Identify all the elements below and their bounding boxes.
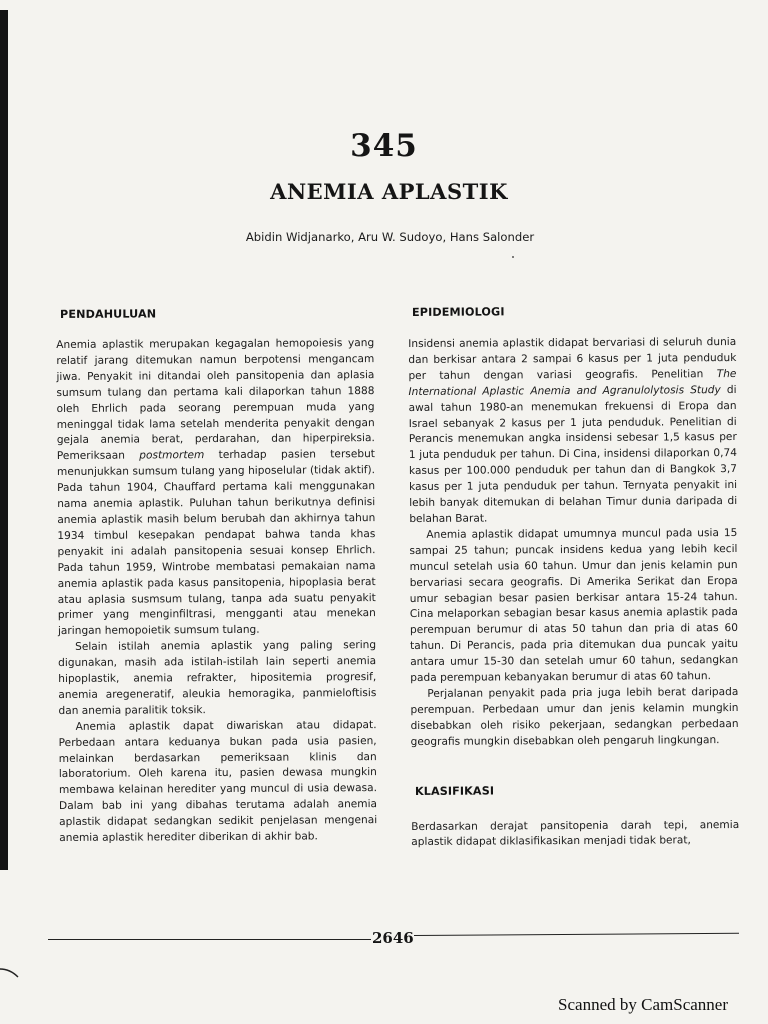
text-line: hipoplastik, anemia refrakter, hipositemia progresif, [58, 671, 377, 686]
page-corner-curl-mark [0, 963, 24, 983]
paragraph [58, 638, 376, 719]
text-line: membawa kelainan herediter yang muncul di usia [58, 782, 330, 797]
text-line: pertama kali menggunakan nama anemia aplastik. [57, 480, 376, 511]
text-line: Berdasarkan derajat pansitopenia darah tepi, anemia [411, 818, 740, 833]
text-line: melainkan berdasarkan pemeriksaan klinis dan [58, 750, 377, 765]
text-line: Anemia aplastik dapat diwariskan atau didapat. [75, 718, 377, 733]
text-line: kesepakan pendapat bahwa tanda khas penyakit ini [57, 527, 376, 558]
text-line: anemia aplastik didapat sedangkan sedikit penjelasan [59, 798, 378, 829]
paragraph [56, 336, 376, 640]
text-line: laboratorium. Oleh karena itu, pasien dewasa mungkin [58, 766, 377, 781]
section-heading-klasifikasi: KLASIFIKASI [414, 784, 495, 798]
text-line: kecil muncul setelah usia 60 tahun. Umur dan jenis kelamin [409, 542, 738, 573]
text-line: tahun 1888 oleh Ehrlich pada seorang perempuan [56, 384, 375, 415]
text-line: mengancam jiwa. Penyakit ini ditandai oleh pansitopenia [56, 352, 375, 383]
text-line: penduduk per tahun dengan variasi geografis. Penelitian [408, 351, 737, 382]
speck [512, 256, 514, 258]
text-line: Perbedaan antara keduanya bukan pada usia pasien, [58, 734, 377, 749]
text-line: Anemia aplastik merupakan kegagalan hemopoiesis [56, 337, 343, 351]
text-line: Ternyata penyakit ini lebih banyak ditemukan di belahan [409, 479, 738, 510]
klasifikasi-body [411, 818, 739, 852]
text-line: dan anemia paralitik toksik. [58, 703, 206, 717]
epidemiologi-body [408, 335, 739, 751]
chapter-title: ANEMIA APLASTIK [270, 179, 508, 204]
text-line: pasien tersebut menunjukkan sumsum tulang yang [56, 448, 375, 479]
paragraph [409, 526, 738, 687]
text-line: muda yang meninggal tidak lama setelah menderita [56, 400, 375, 431]
text-line: 15 sampai 25 tahun; puncak insidens kedua yang lebih [409, 526, 738, 557]
text-line: aplastik pada perempuan berumur di atas 50 tahun dan [409, 606, 738, 637]
chapter-authors: Abidin Widjanarko, Aru W. Sudoyo, Hans Salonder [245, 230, 535, 244]
text-line: aplasia susmsum tulang, tanpa ada suatu penyakit primer [57, 591, 376, 622]
text-line: pria di atas 60 tahun. Di Perancis, pada pria ditemukan [410, 622, 739, 653]
text-line: digunakan, masih ada istilah-istilah lain seperti anemia [58, 655, 377, 670]
section-heading-pendahuluan: PENDAHULUAN [59, 307, 157, 321]
chapter-number: 345 [350, 128, 418, 164]
page-number: 2646 [372, 929, 414, 947]
text-line: aplastik pada kasus pansitopenia, hipoplasia berat atau [57, 575, 376, 606]
text-line: Perjalanan penyakit pada pria juga lebih berat [427, 686, 686, 700]
text-line: hemopoietik sumsum tulang. [104, 624, 260, 638]
text-line: yang menginfiltrasi, mengganti atau menekan jaringan [57, 607, 376, 638]
text-line: Eropa umur sebagian besar pasien berkisar antara 15-24 [409, 574, 738, 605]
text-line: 1,5 kasus per 1 juta penduduk per tahun. Di Cina, insidensi [408, 431, 737, 462]
text-line: Insidensi anemia aplastik didapat bervariasi di seluruh [408, 336, 703, 350]
paragraph [59, 718, 378, 847]
text-line: adalah pansitopenia sesuai konsep Ehrlich. Pada tahun [57, 543, 376, 574]
text-line: dewasa. Dalam bab ini yang dibahas terutama adalah [59, 782, 377, 813]
right-column [408, 304, 739, 851]
text-line: bab. [294, 830, 318, 843]
text-line: daripada perempuan. Perbedaan umur dan jenis kelamin [410, 685, 739, 716]
text-line: Puluhan tahun berikutnya definisi anemia aplastik [57, 496, 376, 526]
text-line: yang relatif jarang ditemukan namun berpotensi [56, 337, 375, 367]
text-line-italic: The International Aplastic Anemia and Agranulolytosis [408, 367, 737, 398]
text-line: di atas 60 tahun. [620, 670, 711, 683]
text-line: Selain istilah anemia aplastik yang paling sering [75, 639, 377, 654]
text-line: dunia dan berkisar antara 2 sampai 6 kasus per 1 juta [408, 335, 737, 366]
text-line: aplastik didapat diklasifikasikan menjadi tidak berat, [411, 834, 691, 849]
left-column [56, 306, 377, 847]
section-heading-epidemiologi: EPIDEMIOLOGI [411, 305, 505, 319]
text-line: Timur dunia daripada di belahan Barat. [409, 495, 738, 525]
paragraph [411, 818, 739, 852]
footer-rule-right [414, 933, 739, 936]
text-line: penyakit dengan gejala anemia berat, perdarahan, [56, 416, 375, 447]
text-line: mengenai anemia aplastik herediter diberikan di akhir [59, 814, 378, 845]
text-line: mungkin disebabkan oleh risiko pekerjaan, sedangkan [410, 701, 739, 732]
text-line: anemia aregeneratif, aleukia hemoragika, panmieloftisis [58, 686, 377, 701]
text-line: Penelitian di Perancis menemukan angka insidensi sebesar [408, 415, 737, 446]
text-line: hiposelular (tidak aktif). Pada tahun 1904, Chauffard [57, 464, 376, 495]
text-line: dan aplasia sumsum tulang dan pertama kali dilaporkan [56, 368, 375, 399]
text-line: dilaporkan 0,74 kasus per 100.000 penduduk per tahun [408, 447, 737, 478]
text-line: masih belum berubah dan akhirnya tahun 1934 timbul [57, 512, 376, 542]
text-line: 1959, Wintrobe membatasi pemakaian nama anemia [57, 559, 376, 590]
text-line: tahun, sedangkan pada perempuan kebanyakan berumur [410, 654, 739, 685]
text-line: perbedaan geografis mungkin disebabkan oleh pengaruh [410, 717, 739, 748]
text-line-with-italic: dan hiperpireksia. Pemeriksaan postmortem terhadap [56, 432, 375, 463]
text-line: dan di Bangkok 3,7 kasus per 1 juta penduduk per tahun. [409, 463, 738, 494]
text-line: lingkungan. [657, 733, 720, 747]
paragraph [410, 685, 738, 751]
paragraph [408, 335, 737, 528]
text-line: Eropa dan Israel sebanyak 2 kasus per 1 juta penduduk. [408, 399, 737, 430]
scanner-watermark: Scanned by CamScanner [558, 995, 728, 1014]
text-line: pun bervariasi secara geografis. Di Amerika Serikat dan [409, 558, 738, 589]
text-line: Anemia aplastik didapat umumnya muncul pada usia [426, 526, 719, 541]
pendahuluan-body [56, 336, 377, 847]
text-line: dua puncak yaitu antara umur 15-30 dan setelah umur 60 [410, 638, 739, 669]
text-line: tahun. Cina melaporkan sebagian besar kasus anemia [409, 590, 738, 621]
footer-rule-left [48, 939, 371, 940]
text-line-with-italic: Study di awal tahun 1980-an menemukan frekuensi di [408, 383, 737, 414]
